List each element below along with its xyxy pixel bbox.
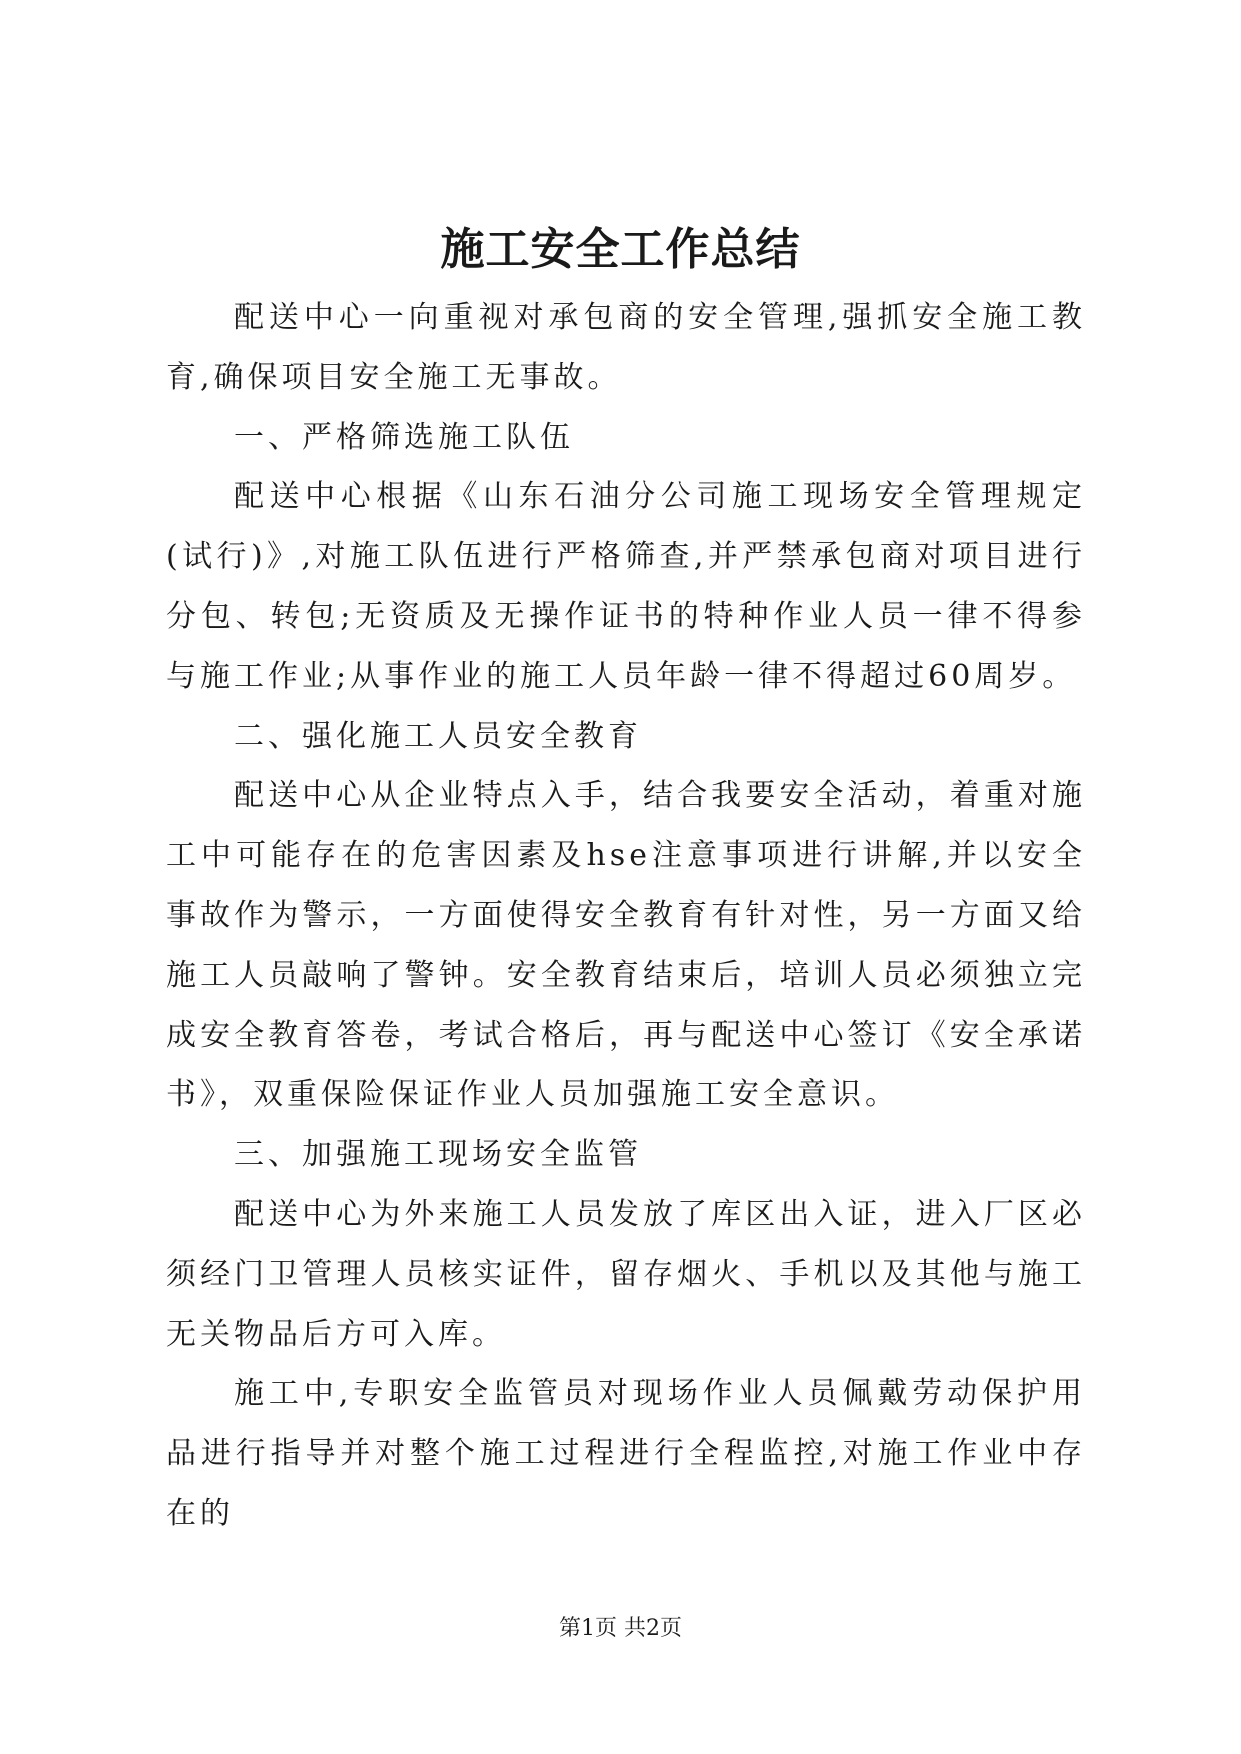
section-heading-1: 一、严格筛选施工队伍 bbox=[234, 419, 574, 455]
paragraph-section-2: 配送中心从企业特点入手，结合我要安全活动，着重对施工中可能存在的危害因素及hse注意事项进行讲解,并以安全事故作为警示，一方面使得安全教育有针对性，另一方面又给施工人员敲响了警钟。安全教育结束后，培训人员必须独立完成安全教育答卷，考试合格后，再与配送中心签订《安全承诺书》，双重保险保证作业人员加强施工安全意识。 bbox=[166, 778, 1086, 1113]
section-heading-3: 三、加强施工现场安全监管 bbox=[234, 1137, 642, 1173]
paragraph-section-1: 配送中心根据《山东石油分公司施工现场安全管理规定(试行)》,对施工队伍进行严格筛查,并严禁承包商对项目进行分包、转包;无资质及无操作证书的特种作业人员一律不得参与施工作业;从事作业的施工人员年龄一律不得超过60周岁。 bbox=[166, 479, 1086, 694]
page-number-footer: 第1页 共2页 bbox=[559, 1616, 682, 1641]
paragraph-section-3a: 配送中心为外来施工人员发放了库区出入证，进入厂区必须经门卫管理人员核实证件，留存烟火、手机以及其他与施工无关物品后方可入库。 bbox=[166, 1196, 1086, 1352]
document-body bbox=[166, 288, 1086, 1544]
document-title: 施工安全工作总结 bbox=[440, 224, 801, 275]
section-heading-2: 二、强化施工人员安全教育 bbox=[234, 718, 642, 754]
paragraph-section-3b: 施工中,专职安全监管员对现场作业人员佩戴劳动保护用品进行指导并对整个施工过程进行全程监控,对施工作业中存在的 bbox=[166, 1376, 1086, 1531]
paragraph-intro: 配送中心一向重视对承包商的安全管理,强抓安全施工教育,确保项目安全施工无事故。 bbox=[166, 300, 1086, 395]
